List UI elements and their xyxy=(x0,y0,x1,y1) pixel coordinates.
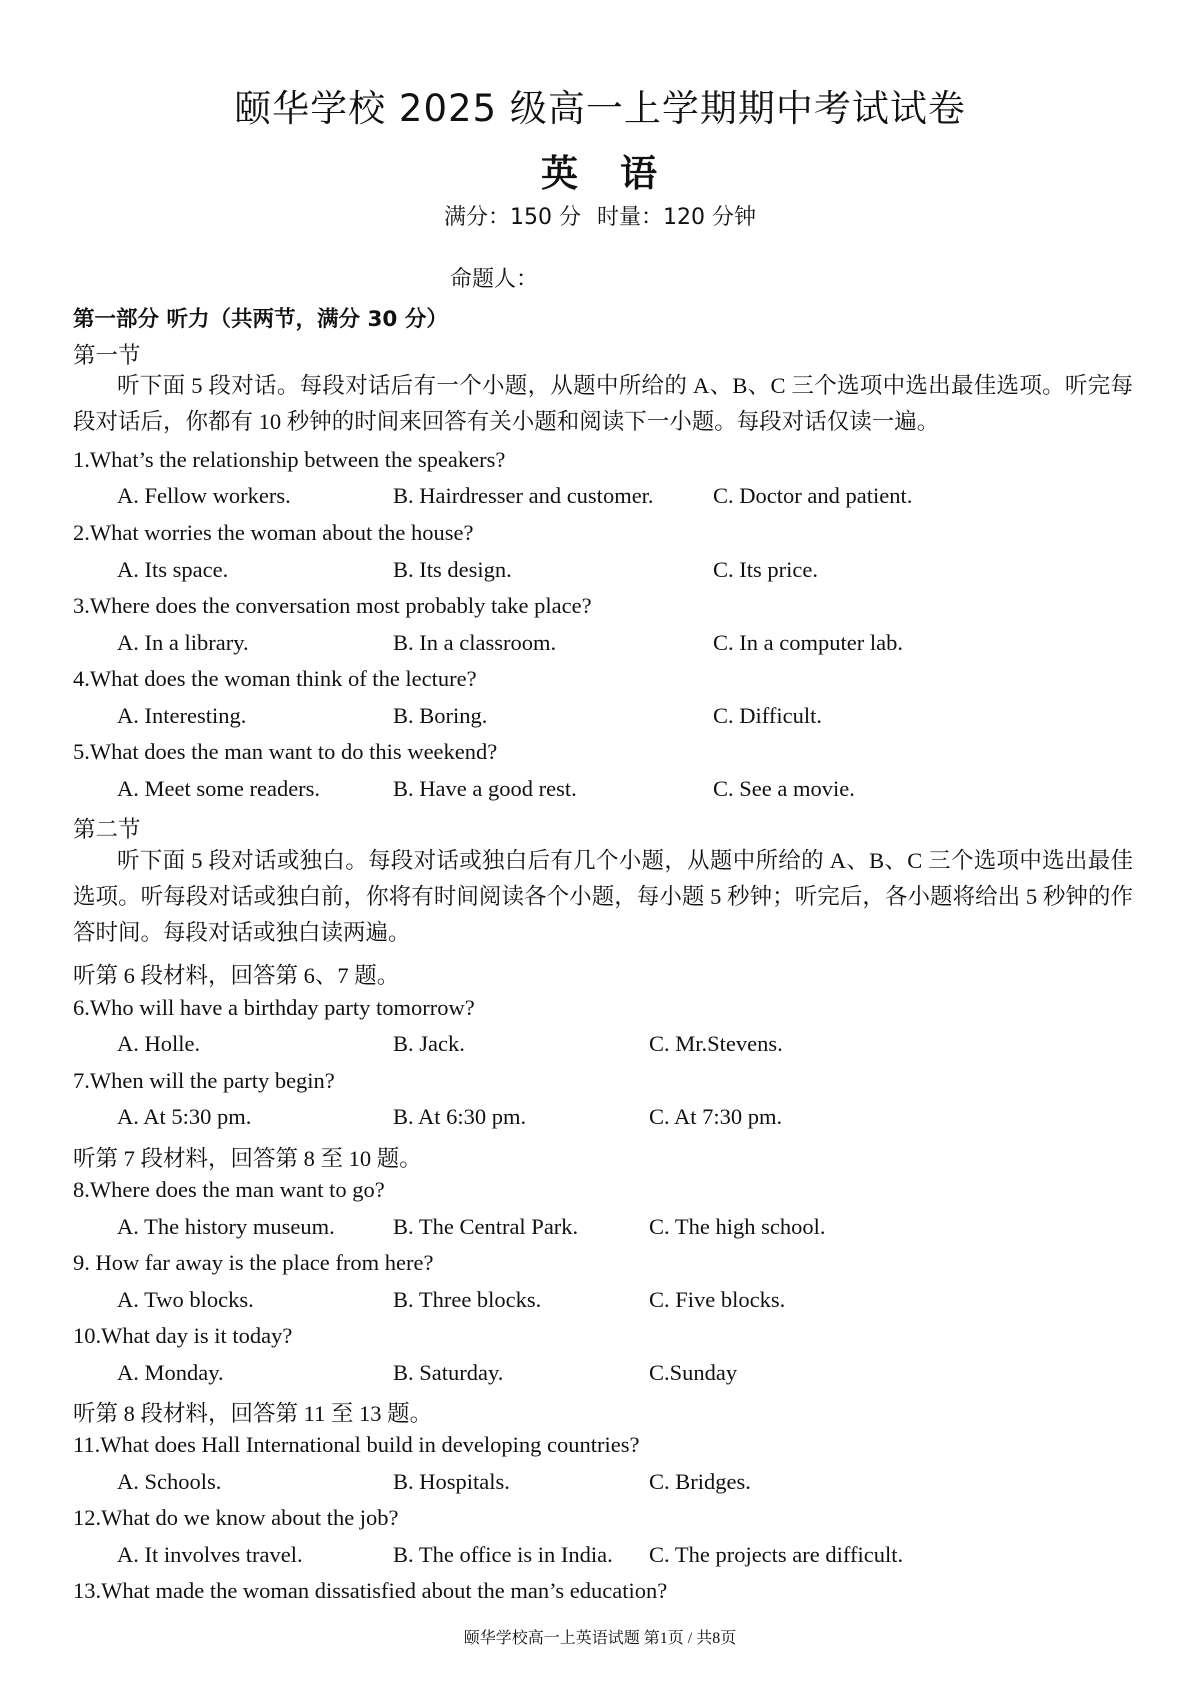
subject-char-1: 英 xyxy=(541,152,580,195)
question-10: 10.What day is it today? xyxy=(73,1323,293,1348)
subject-heading xyxy=(0,143,1200,197)
subject-char-2: 语 xyxy=(620,152,659,195)
author-label: 命题人： xyxy=(450,267,539,292)
q6-option-a: A. Holle. xyxy=(117,1031,201,1056)
q3-option-c: C. In a computer lab. xyxy=(713,630,903,655)
q2-option-a: A. Its space. xyxy=(117,557,229,582)
q11-option-c: C. Bridges. xyxy=(649,1469,751,1494)
exam-meta xyxy=(0,200,1200,231)
q11-option-b: B. Hospitals. xyxy=(393,1469,510,1494)
question-12: 12.What do we know about the job? xyxy=(73,1505,399,1530)
q2-option-c: C. Its price. xyxy=(713,557,818,582)
question-1: 1.What’s the relationship between the speakers? xyxy=(73,447,506,472)
q7-option-b: B. At 6:30 pm. xyxy=(393,1104,527,1129)
q7-option-a: A. At 5:30 pm. xyxy=(117,1104,252,1129)
material-6-note: 听第 6 段材料，回答第 6、7 题。 xyxy=(73,963,400,988)
q5-option-a: A. Meet some readers. xyxy=(117,776,321,801)
question-2: 2.What worries the woman about the house? xyxy=(73,520,474,545)
q4-option-b: B. Boring. xyxy=(393,703,488,728)
q3-option-b: B. In a classroom. xyxy=(393,630,557,655)
question-4: 4.What does the woman think of the lecture? xyxy=(73,666,477,691)
question-11: 11.What does Hall International build in developing countries? xyxy=(73,1432,640,1457)
section1-instructions: 听下面 5 段对话。每段对话后有一个小题，从题中所给的 A、B、C 三个选项中选出最佳选项。听完每段对话后，你都有 10 秒钟的时间来回答有关小题和阅读下一小题。每段对话仅读一遍。 xyxy=(73,373,1133,434)
q4-option-a: A. Interesting. xyxy=(117,703,247,728)
q7-option-c: C. At 7:30 pm. xyxy=(649,1104,783,1129)
q10-option-a: A. Monday. xyxy=(117,1360,224,1385)
question-6: 6.Who will have a birthday party tomorrow? xyxy=(73,995,475,1020)
part1-heading: 第一部分 听力（共两节，满分 30 分） xyxy=(73,307,448,332)
q11-option-a: A. Schools. xyxy=(117,1469,222,1494)
question-3: 3.Where does the conversation most probably take place? xyxy=(73,593,592,618)
question-13: 13.What made the woman dissatisfied about the man’s education? xyxy=(73,1578,668,1603)
q10-option-c: C.Sunday xyxy=(649,1360,738,1385)
q3-option-a: A. In a library. xyxy=(117,630,249,655)
question-9: 9. How far away is the place from here? xyxy=(73,1250,434,1275)
q4-option-c: C. Difficult. xyxy=(713,703,822,728)
material-7-note: 听第 7 段材料，回答第 8 至 10 题。 xyxy=(73,1146,422,1171)
q6-option-c: C. Mr.Stevens. xyxy=(649,1031,783,1056)
exam-title: 颐华学校 2025 级高一上学期期中考试试卷 xyxy=(234,87,966,130)
q9-option-c: C. Five blocks. xyxy=(649,1287,786,1312)
q8-option-b: B. The Central Park. xyxy=(393,1214,579,1239)
q12-option-b: B. The office is in India. xyxy=(393,1542,613,1567)
q2-option-b: B. Its design. xyxy=(393,557,512,582)
time-limit: 时量：120 分钟 xyxy=(597,205,756,230)
q9-option-a: A. Two blocks. xyxy=(117,1287,254,1312)
section2-label: 第二节 xyxy=(73,817,141,842)
q1-option-b: B. Hairdresser and customer. xyxy=(393,483,654,508)
full-score: 满分：150 分 xyxy=(444,205,581,230)
section2-instructions: 听下面 5 段对话或独白。每段对话或独白后有几个小题，从题中所给的 A、B、C 三个选项中选出最佳选项。听每段对话或独白前，你将有时间阅读各个小题，每小题 5 秒钟；听完后，各小题将给出 5 秒钟的作答时间。每段对话或独白读两遍。 xyxy=(73,848,1133,945)
q8-option-c: C. The high school. xyxy=(649,1214,826,1239)
q5-option-b: B. Have a good rest. xyxy=(393,776,577,801)
question-8: 8.Where does the man want to go? xyxy=(73,1177,385,1202)
q12-option-c: C. The projects are difficult. xyxy=(649,1542,904,1567)
page-footer: 颐华学校高一上英语试题 第1页 / 共8页 xyxy=(463,1630,737,1647)
question-5: 5.What does the man want to do this weekend? xyxy=(73,739,498,764)
question-7: 7.When will the party begin? xyxy=(73,1068,335,1093)
q1-option-c: C. Doctor and patient. xyxy=(713,483,913,508)
q8-option-a: A. The history museum. xyxy=(117,1214,335,1239)
material-8-note: 听第 8 段材料，回答第 11 至 13 题。 xyxy=(73,1401,433,1426)
q1-option-a: A. Fellow workers. xyxy=(117,483,291,508)
q6-option-b: B. Jack. xyxy=(393,1031,465,1056)
section1-label: 第一节 xyxy=(73,343,141,368)
q12-option-a: A. It involves travel. xyxy=(117,1542,303,1567)
q5-option-c: C. See a movie. xyxy=(713,776,855,801)
q10-option-b: B. Saturday. xyxy=(393,1360,504,1385)
q9-option-b: B. Three blocks. xyxy=(393,1287,542,1312)
